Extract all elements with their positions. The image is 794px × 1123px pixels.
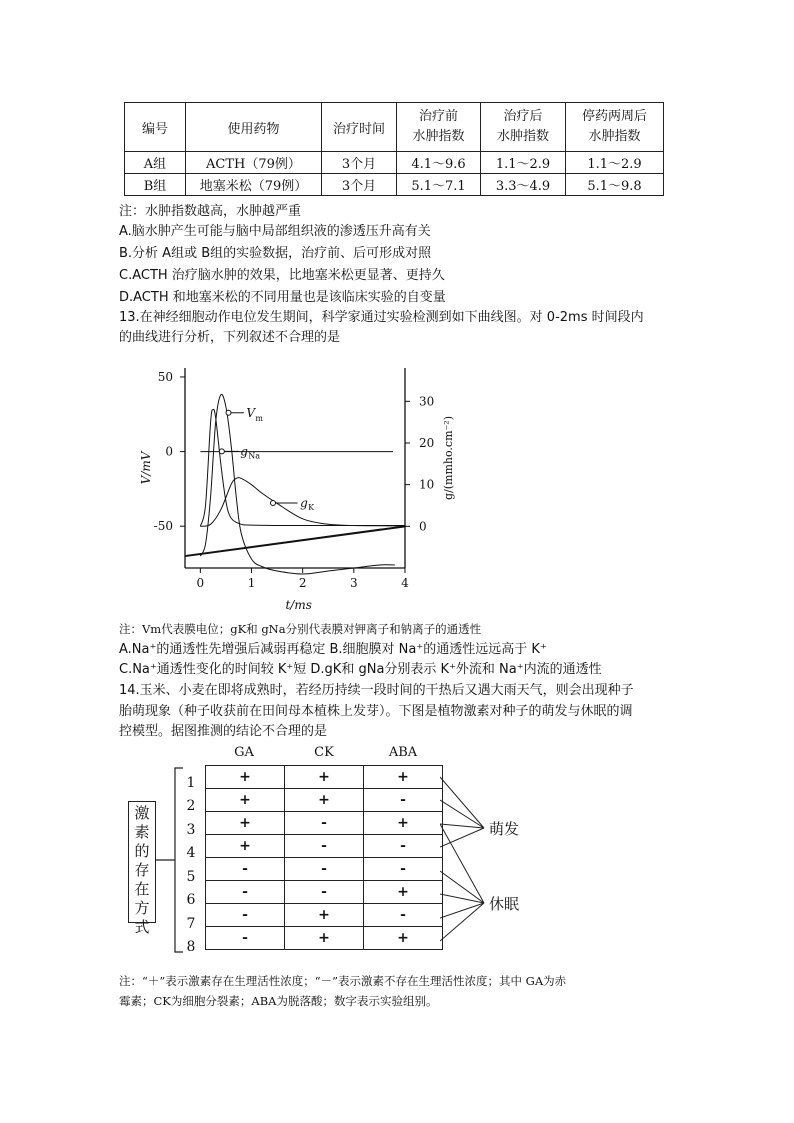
header-cell: 使用药物 — [186, 103, 322, 152]
table-cell: + — [364, 927, 443, 950]
table-cell: 3个月 — [322, 152, 397, 174]
x-axis-label: t/ms — [285, 598, 312, 612]
y-right-tick-label: 10 — [419, 477, 435, 492]
table-cell: + — [206, 812, 285, 835]
outcome-connector-lines — [440, 765, 490, 955]
gk-marker — [271, 501, 276, 506]
table-cell: + — [285, 766, 364, 789]
table-cell: + — [285, 904, 364, 927]
y-left-tick-label: 0 — [165, 444, 173, 459]
header-cell: 停药两周后 水肿指数 — [566, 103, 664, 152]
header-cell: 治疗时间 — [322, 103, 397, 152]
vm-label-subscript: m — [255, 413, 263, 423]
baseline-line — [185, 526, 405, 556]
table-cell: + — [364, 766, 443, 789]
table-cell: - — [206, 881, 285, 904]
row-number: 4 — [186, 845, 196, 861]
table-row — [206, 835, 443, 858]
vm-marker — [226, 410, 231, 415]
row-number: 7 — [186, 916, 196, 932]
side-label-box: 激素的存在方式 — [128, 801, 156, 923]
table-cell: + — [206, 789, 285, 812]
q14-stem-line2: 胎萌现象（种子收获前在田间母本植株上发芽）。下图是植物激素对种子的萌发与休眠的调 — [119, 704, 633, 719]
table-cell: + — [364, 881, 443, 904]
row-number: 5 — [186, 869, 196, 885]
column-header-ck: CK — [314, 745, 334, 760]
table-cell: 1.1～2.9 — [566, 152, 664, 174]
table-cell: 1.1～2.9 — [481, 152, 566, 174]
outcome-dormant-label: 休眠 — [489, 895, 520, 913]
q13-options-cd: C.Na⁺通透性变化的时间较 K⁺短 D.gK和 gNa分别表示 K⁺外流和 Na⁺内流的通透性 — [119, 662, 602, 677]
table-cell: - — [364, 904, 443, 927]
q14-note-line1: 注：“＋”表示激素存在生理活性浓度；“－”表示激素不存在生理活性浓度；其中 GA为赤 — [119, 974, 567, 988]
treatment-table — [124, 102, 664, 196]
table-cell: - — [285, 858, 364, 881]
gk-label-subscript: K — [308, 503, 315, 512]
gna-label-subscript: Na — [248, 451, 261, 461]
column-header-ga: GA — [234, 745, 254, 760]
y-right-axis-label: g/(mmho.cm⁻²) — [442, 415, 455, 501]
table-row — [206, 789, 443, 812]
x-tick-label: 0 — [196, 576, 205, 590]
header-cell: 治疗后 水肿指数 — [481, 103, 566, 152]
q13-stem-line1: 13.在神经细胞动作电位发生期间，科学家通过实验检测到如下曲线图。对 0-2ms 时间段内 — [119, 310, 644, 325]
table-row — [125, 174, 664, 196]
table-cell: - — [285, 881, 364, 904]
gk-label: g — [300, 496, 308, 510]
table-cell: - — [206, 904, 285, 927]
y-right-tick-label: 20 — [419, 436, 435, 450]
hormone-table — [205, 765, 443, 950]
gna-marker — [219, 449, 224, 454]
table-row — [206, 858, 443, 881]
table-row — [206, 904, 443, 927]
table-row — [206, 812, 443, 835]
q12-note: 注：水肿指数越高，水肿越严重 — [119, 204, 302, 219]
table-cell: + — [364, 812, 443, 835]
row-number: 1 — [186, 775, 196, 791]
x-tick-label: 3 — [350, 576, 358, 590]
y-right-tick-label: 30 — [419, 394, 435, 409]
table-cell: - — [206, 927, 285, 950]
table-cell: + — [206, 766, 285, 789]
table-cell: - — [206, 858, 285, 881]
table-cell: 3.3～4.9 — [481, 174, 566, 196]
table-cell: - — [285, 835, 364, 858]
bracket-lines — [150, 760, 210, 960]
row-number: 3 — [186, 822, 196, 838]
q12-option-a: A.脑水肿产生可能与脑中局部组织液的渗透压升高有关 — [119, 224, 431, 239]
header-cell: 治疗前 水肿指数 — [397, 103, 481, 152]
row-number: 6 — [186, 892, 196, 908]
table-row — [206, 927, 443, 950]
outcome-sprout-label: 萌发 — [489, 820, 520, 838]
q12-option-b: B.分析 A组或 B组的实验数据，治疗前、后可形成对照 — [119, 246, 432, 261]
table-cell: ACTH（79例） — [186, 152, 322, 174]
gna-label: g — [240, 444, 248, 459]
table-cell: - — [364, 789, 443, 812]
table-cell: 4.1～9.6 — [397, 152, 481, 174]
table-cell: 5.1～7.1 — [397, 174, 481, 196]
table-row — [125, 152, 664, 174]
table-cell: 3个月 — [322, 174, 397, 196]
vm-label: V — [246, 405, 256, 420]
y-right-tick-label: 0 — [419, 519, 427, 534]
table-cell: - — [285, 812, 364, 835]
x-tick-label: 4 — [401, 576, 409, 590]
q14-stem-line1: 14.玉米、小麦在即将成熟时，若经历持续一段时间的干热后又遇大雨天气，则会出现种子 — [119, 683, 634, 698]
table-row — [206, 766, 443, 789]
q12-option-d: D.ACTH 和地塞米松的不同用量也是该临床实验的自变量 — [119, 290, 446, 305]
q14-note-line2: 霉素；CK为细胞分裂素；ABA为脱落酸；数字表示实验组别。 — [119, 994, 438, 1008]
table-cell: + — [285, 927, 364, 950]
y-left-axis-label: V/mV — [139, 451, 153, 485]
table-cell: - — [364, 835, 443, 858]
table-cell: 5.1～9.8 — [566, 174, 664, 196]
x-tick-label: 1 — [247, 576, 256, 590]
x-tick-label: 2 — [298, 576, 307, 590]
series-line-vm — [200, 394, 394, 574]
row-number: 2 — [186, 798, 196, 814]
table-cell: 地塞米松（79例） — [186, 174, 322, 196]
q13-options-ab: A.Na⁺的通透性先增强后减弱再稳定 B.细胞膜对 Na⁺的通透性远远高于 K⁺ — [119, 642, 547, 657]
action-potential-chart — [130, 360, 460, 615]
q13-note: 注：Vm代表膜电位；gK和 gNa分别代表膜对钾离子和钠离子的通透性 — [119, 622, 482, 636]
q12-option-c: C.ACTH 治疗脑水肿的效果，比地塞米松更显著、更持久 — [119, 268, 445, 283]
y-left-tick-label: 50 — [157, 369, 173, 384]
table-cell: - — [364, 858, 443, 881]
column-header-aba: ABA — [388, 745, 418, 760]
header-cell: 编号 — [125, 103, 186, 152]
table-cell: + — [206, 835, 285, 858]
table-cell: A组 — [125, 152, 186, 174]
row-number: 8 — [186, 939, 196, 955]
q14-stem-line3: 控模型。据图推测的结论不合理的是 — [119, 724, 328, 739]
y-left-tick-label: -50 — [153, 519, 173, 534]
table-row — [206, 881, 443, 904]
q13-stem-line2: 的曲线进行分析，下列叙述不合理的是 — [119, 330, 341, 345]
table-cell: + — [285, 789, 364, 812]
table-cell: B组 — [125, 174, 186, 196]
